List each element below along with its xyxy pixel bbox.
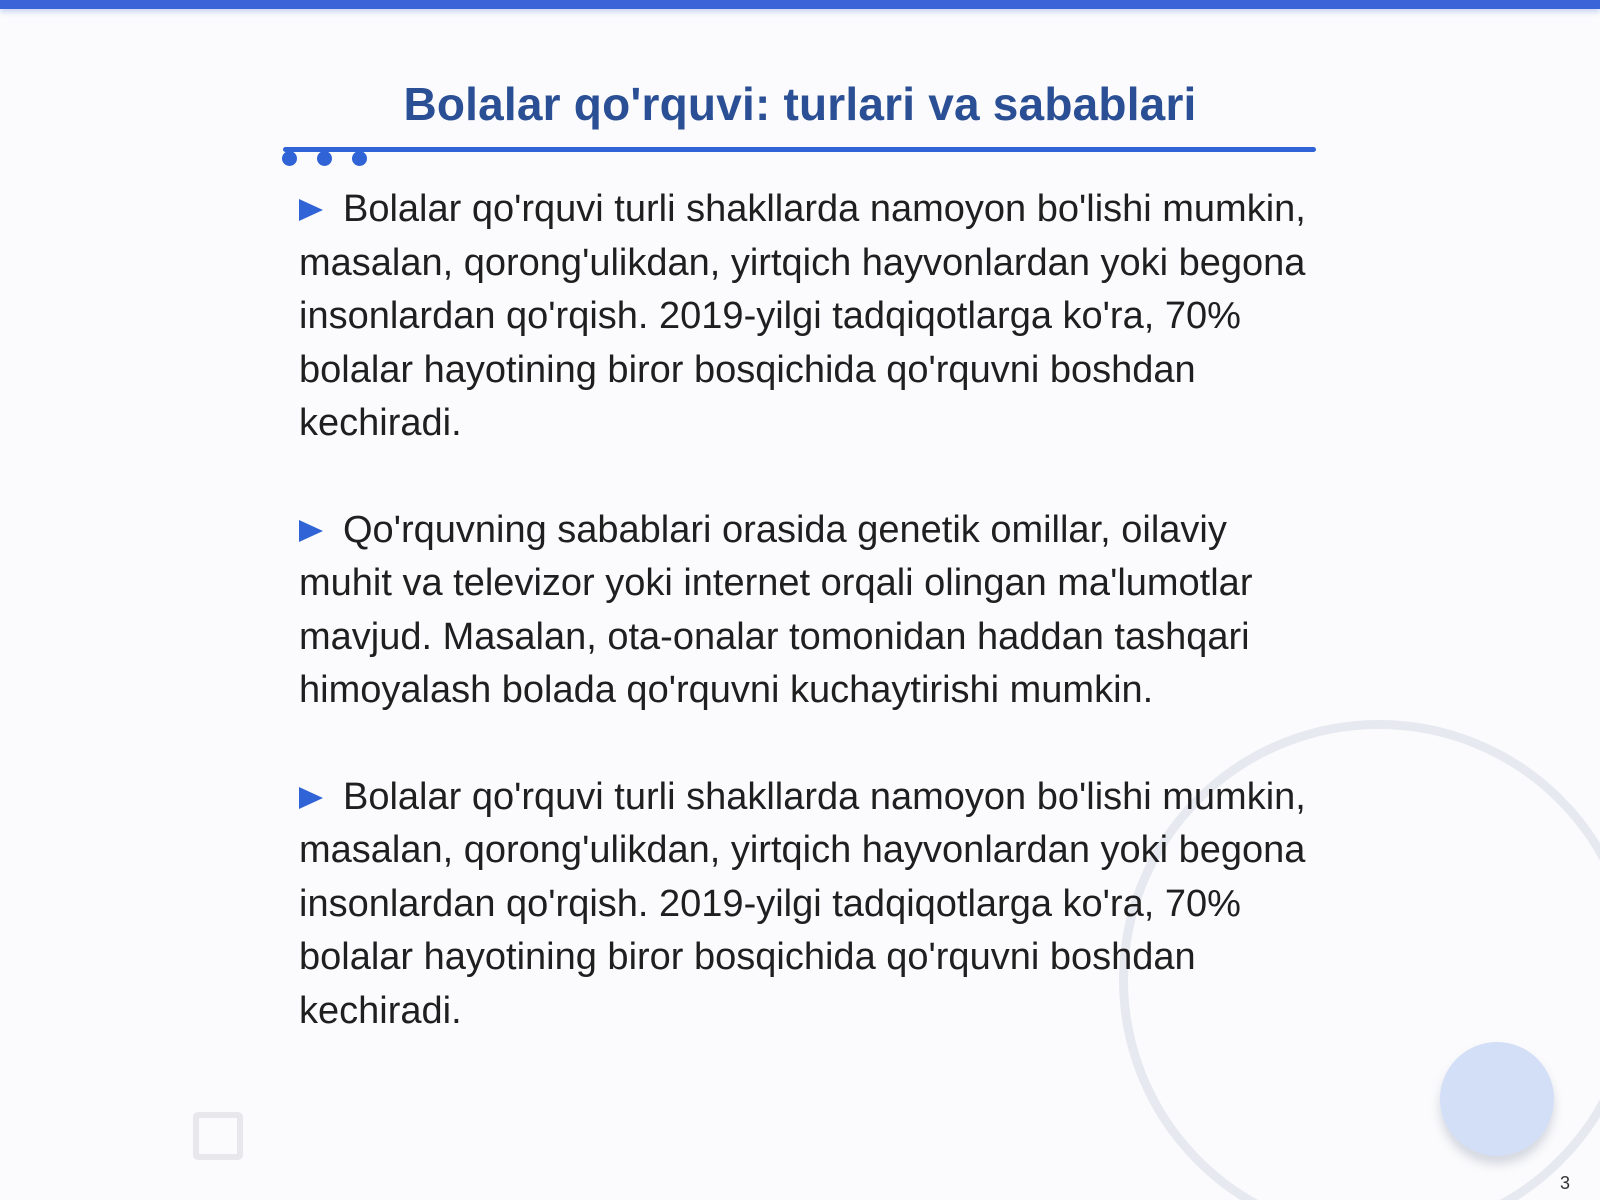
bullet-item (299, 504, 1319, 718)
bullet-item (299, 183, 1319, 451)
triangle-right-icon (299, 785, 323, 811)
bullet-text: Bolalar qo'rquvi turli shakllarda namoyon bo'lishi mumkin, masalan, qorong'ulikdan, yirtqich hayvonlardan yoki begona insonlardan qo'rqish. 2019-yilgi tadqiqotlarga ko'ra, 70% bolalar hayotining biror bosqichida qo'rquvni boshdan kechiradi. (299, 188, 1306, 444)
underline-dot (317, 151, 332, 166)
bullet-text: Bolalar qo'rquvi turli shakllarda namoyon bo'lishi mumkin, masalan, qorong'ulikdan, yirtqich hayvonlardan yoki begona insonlardan qo'rqish. 2019-yilgi tadqiqotlarga ko'ra, 70% bolalar hayotining biror bosqichida qo'rquvni boshdan kechiradi. (299, 775, 1306, 1032)
decorative-circle (1440, 1042, 1554, 1156)
slide-title: Bolalar qo'rquvi: turlari va sabablari (403, 78, 1197, 130)
decorative-square (193, 1112, 243, 1160)
underline-dot (352, 151, 367, 166)
top-accent-band (0, 0, 1600, 9)
bullet-text: Qo'rquvning sabablari orasida genetik omillar, oilaviy muhit va televizor yoki internet orqali olingan ma'lumotlar mavjud. Masalan, ota-onalar tomonidan haddan tashqari himoyalash bolada qo'rquvni kuchaytirishi mumkin. (299, 508, 1253, 711)
triangle-right-icon (299, 518, 323, 544)
underline-dot (282, 151, 297, 166)
bullet-item (299, 771, 1319, 1039)
page-number: 3 (1559, 1173, 1570, 1193)
title-underline (283, 147, 1316, 152)
bullet-list (299, 183, 1319, 1091)
triangle-right-icon (299, 197, 323, 223)
